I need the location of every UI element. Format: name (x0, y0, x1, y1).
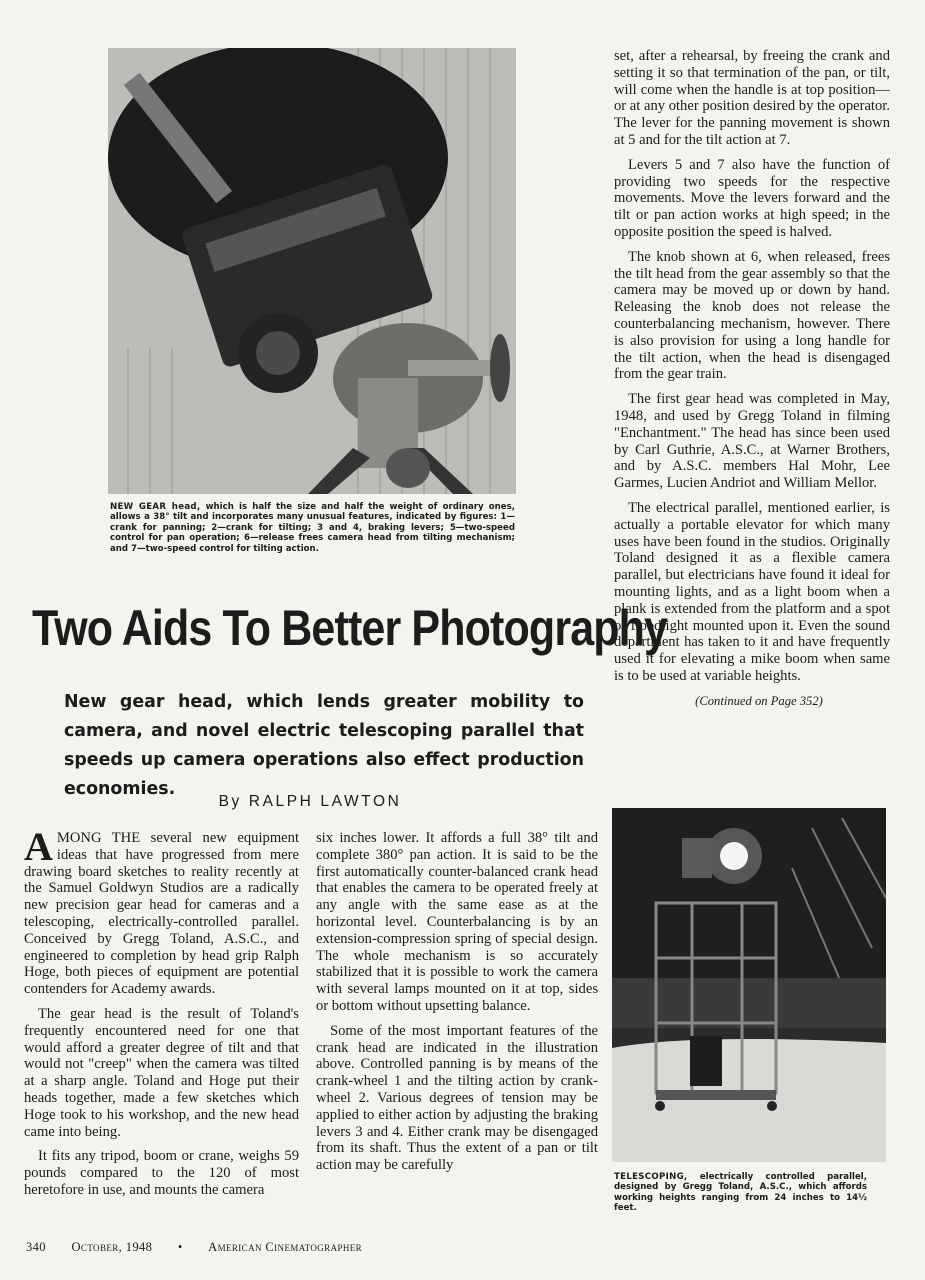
telescoping-caption-text: electrically controlled parallel, designed by Gregg Toland, A.S.C., which affords working heights ranging from 24 inches to 14½ feet. (614, 1172, 867, 1214)
gear-head-caption-text: which is half the size and half the weight of ordinary ones, allows a 38° tilt and incorporates many unusual features, indicated by figures: 1—crank for panning; 2—crank for tilting; 3 and 4, braking levers; 5—two-speed control for pan operation; 6—release frees camera head from tilting mechanism; and 7—two-speed control for tilting action. (110, 502, 515, 554)
paragraph: six inches lower. It affords a full 38° tilt and complete 380° pan action. It is said to be the first automatically counter-balanced crank head that enables the camera to be operated freely at any angle with the same ease as at the horizontal level. Counterbalancing is by an extension-compression spring of special design. The whole mechanism is so accurately stabilized that it is possible to work the camera with several lamps mounted on it at top, sides or bottom without upsetting balance. (316, 830, 598, 1014)
paragraph: The first gear head was completed in May, 1948, and used by Gregg Toland in filming "Enchantment." The head has since been used by Carl Guthrie, A.S.C., at Warner Brothers, and by A.S.C. members Hal Mohr, Lee Garmes, Lucien Andriot and William Mellor. (614, 391, 890, 492)
footer-bullet: • (177, 1240, 183, 1254)
issue-date: October, 1948 (71, 1240, 153, 1254)
column-2 (316, 830, 598, 1182)
magazine-name: American Cinematographer (208, 1240, 363, 1254)
article-byline: By RALPH LAWTON (218, 793, 402, 810)
gear-head-caption-lead: NEW GEAR head, (110, 502, 201, 512)
paragraph (24, 824, 299, 998)
paragraph: Levers 5 and 7 also have the function of providing two speeds for the respective movements. Move the levers forward and the tilt or pan action works at high speed; in the opposite position the speed is halved. (614, 156, 890, 240)
paragraph: The knob shown at 6, when released, frees the tilt head from the gear assembly so that the camera may be moved up or down by hand. Releasing the knob does not release the counterbalancing mechanism, however. There is also provision for using a long handle for the tilt action, when the head is disengaged from the gear train. (614, 248, 890, 383)
column-3 (614, 48, 890, 717)
continued-note: (Continued on Page 352) (695, 693, 823, 708)
page-number: 340 (26, 1240, 46, 1254)
gear-head-photo (108, 48, 516, 494)
paragraph-text: MONG THE several new equipment ideas that have progressed from mere drawing board sketches to reality recently at the Samuel Goldwyn Studios are a radically new precision gear head for cameras and a telescoping, electrically-controlled parallel. Conceived by Gregg Toland, A.S.C., and engineered to completion by head grip Ralph Hoge, both pieces of equipment are potential contenders for Academy awards. (24, 830, 299, 998)
article-title: Two Aids To Better Photography (32, 600, 668, 656)
telescoping-caption-lead: TELESCOPING, (614, 1172, 688, 1182)
page-footer (26, 1240, 384, 1255)
paragraph: set, after a rehearsal, by freeing the crank and setting it so that termination of the pan, or tilt, will come when the handle is at top position—or at any other position desired by the operator. The lever for the panning movement is shown at 5 and for the tilt action at 7. (614, 48, 890, 148)
telescoping-parallel-photo (612, 808, 886, 1162)
column-1 (24, 824, 299, 1207)
telescoping-parallel-caption (614, 1172, 867, 1214)
paragraph: It fits any tripod, boom or crane, weighs 59 pounds compared to the 120 of most heretofore in use, and mounts the camera (24, 1148, 299, 1198)
paragraph: The electrical parallel, mentioned earlier, is actually a portable elevator for which many uses have been found in the studios. Originally Toland designed it as a flexible camera parallel, but electricians have found it ideal for mounting lights, and as a light boom when a plank is extended from the platform and a spot or floodlight mounted upon it. Even the sound department has taken to it and have frequently used it for elevating a mike boom when same is to be used at variable heights. (614, 499, 890, 684)
article-deck: New gear head, which lends greater mobility to camera, and novel electric telescoping parallel that speeds up camera operations also effect production economies. (64, 692, 584, 799)
paragraph: The gear head is the result of Toland's frequently encountered need for one that would afford a greater degree of tilt and that would not "creep" when the camera was tilted at a sharp angle. Toland and Hoge put their heads together, made a few sketches which Hoge took to his workshop, and the new head came into being. (24, 1005, 299, 1140)
drop-cap: A (24, 824, 53, 869)
paragraph: Some of the most important features of the crank head are indicated in the illustration above. Controlled panning is by means of the crank-wheel 1 and the tilting action by crank-wheel 2. Various degrees of tension may be applied to either action by adjusting the braking levers 3 and 4. Either crank may be disengaged from its shaft. Thus the extent of a pan or tilt action may be carefully (316, 1022, 598, 1174)
gear-head-caption (110, 502, 515, 554)
